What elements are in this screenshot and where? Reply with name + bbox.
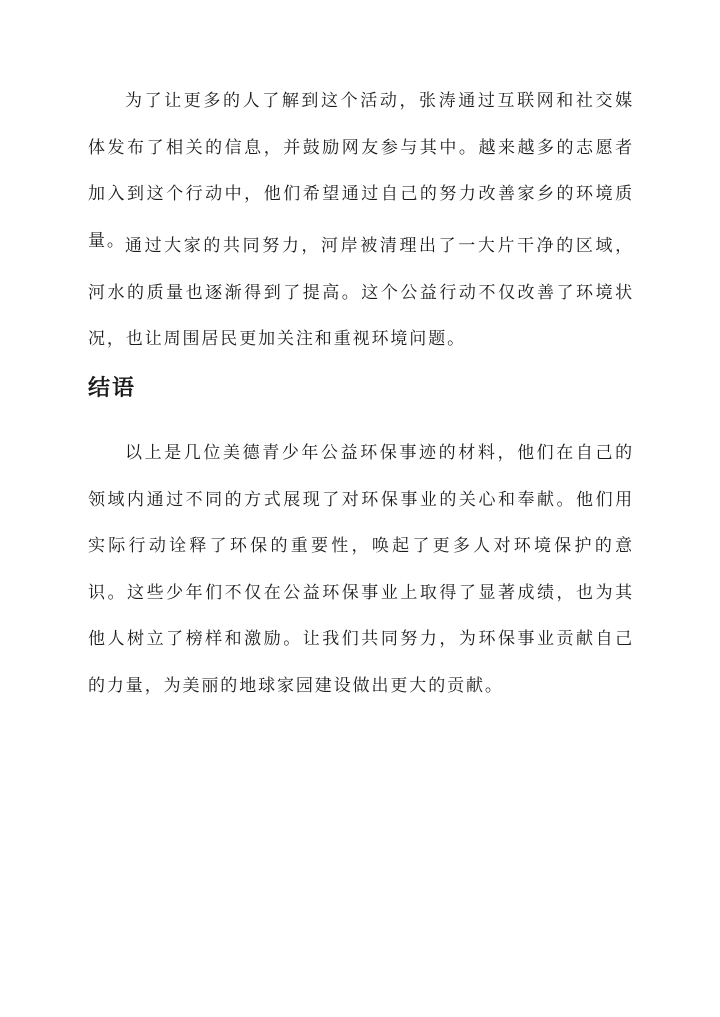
body-paragraph: 为了让更多的人了解到这个活动，张涛通过互联网和社交媒体发布了相关的信息，并鼓励网友参与其中。越来越多的志愿者加入到这个行动中，他们希望通过自己的努力改善家乡的环境质量。 — [88, 91, 634, 251]
body-paragraph: 以上是几位美德青少年公益环保事迹的材料，他们在自己的领域内通过不同的方式展现了对环保事业的关心和奉献。他们用实际行动诠释了环保的重要性，唤起了更多人对环境保护的意识。这些少年们不仅在公益环保事业上取得了显著成绩，也为其他人树立了榜样和激励。让我们共同努力，为环保事业贡献自己的力量，为美丽的地球家园建设做出更大的贡献。 — [88, 443, 634, 696]
body-paragraph: 通过大家的共同努力，河岸被清理出了一大片干净的区域，河水的质量也逐渐得到了提高。这个公益行动不仅改善了环境状况，也让周围居民更加关注和重视环境问题。 — [88, 236, 634, 349]
section-heading: 结语 — [88, 375, 137, 401]
